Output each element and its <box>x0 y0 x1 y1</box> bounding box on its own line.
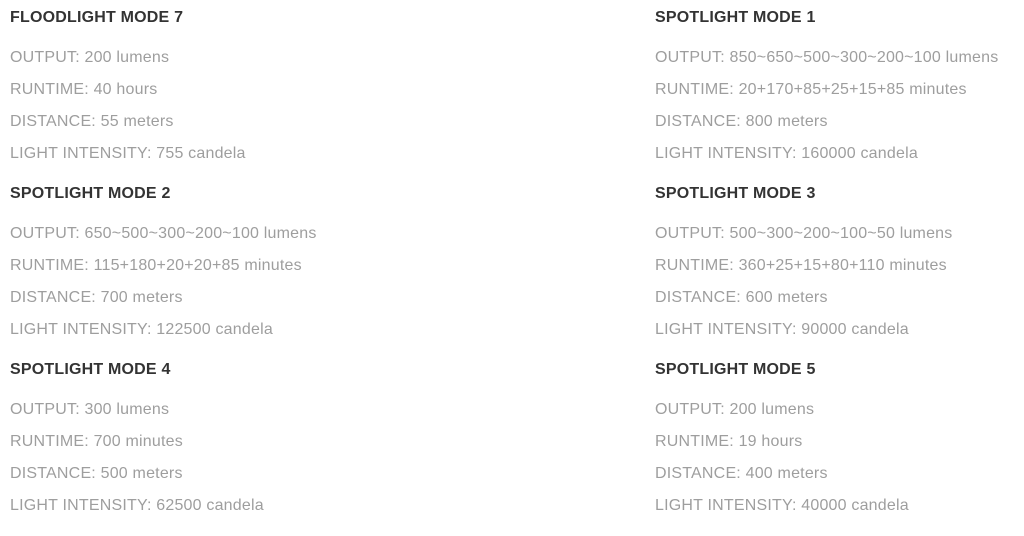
spec-section-floodlight-mode-7 <box>10 8 655 170</box>
spec-line-runtime: RUNTIME: 19 hours <box>655 433 803 450</box>
spec-line-light-intensity: LIGHT INTENSITY: 160000 candela <box>655 145 918 162</box>
spec-line-runtime: RUNTIME: 20+170+85+25+15+85 minutes <box>655 81 967 98</box>
spec-section-spotlight-mode-4 <box>10 360 655 522</box>
spec-line-light-intensity: LIGHT INTENSITY: 755 candela <box>10 145 246 162</box>
spec-section-title: SPOTLIGHT MODE 2 <box>10 185 171 202</box>
spec-section-title: SPOTLIGHT MODE 4 <box>10 361 171 378</box>
spec-line-distance: DISTANCE: 400 meters <box>655 465 828 482</box>
spec-line-output: OUTPUT: 500~300~200~100~50 lumens <box>655 225 953 242</box>
spec-line-light-intensity: LIGHT INTENSITY: 122500 candela <box>10 321 273 338</box>
spec-line-output: OUTPUT: 300 lumens <box>10 401 170 418</box>
spec-line-distance: DISTANCE: 700 meters <box>10 289 183 306</box>
spec-line-output: OUTPUT: 200 lumens <box>655 401 815 418</box>
spec-line-runtime: RUNTIME: 700 minutes <box>10 433 183 450</box>
specs-column-right <box>655 8 1024 536</box>
specs-column-left <box>10 8 655 536</box>
spec-line-distance: DISTANCE: 600 meters <box>655 289 828 306</box>
spec-section-title: SPOTLIGHT MODE 5 <box>655 361 816 378</box>
spec-section-spotlight-mode-5 <box>655 360 1024 522</box>
spec-section-title: SPOTLIGHT MODE 3 <box>655 185 816 202</box>
spec-section-spotlight-mode-3 <box>655 184 1024 346</box>
spec-line-runtime: RUNTIME: 40 hours <box>10 81 158 98</box>
spec-line-output: OUTPUT: 850~650~500~300~200~100 lumens <box>655 49 999 66</box>
spec-line-runtime: RUNTIME: 360+25+15+80+110 minutes <box>655 257 947 274</box>
spec-line-output: OUTPUT: 200 lumens <box>10 49 170 66</box>
spec-line-light-intensity: LIGHT INTENSITY: 90000 candela <box>655 321 909 338</box>
spec-line-output: OUTPUT: 650~500~300~200~100 lumens <box>10 225 317 242</box>
spec-section-title: SPOTLIGHT MODE 1 <box>655 9 816 26</box>
spec-line-runtime: RUNTIME: 115+180+20+20+85 minutes <box>10 257 302 274</box>
spec-section-spotlight-mode-1 <box>655 8 1024 170</box>
spec-line-distance: DISTANCE: 55 meters <box>10 113 174 130</box>
spec-line-distance: DISTANCE: 500 meters <box>10 465 183 482</box>
spec-line-distance: DISTANCE: 800 meters <box>655 113 828 130</box>
spec-line-light-intensity: LIGHT INTENSITY: 62500 candela <box>10 497 264 514</box>
spec-line-light-intensity: LIGHT INTENSITY: 40000 candela <box>655 497 909 514</box>
spec-section-title: FLOODLIGHT MODE 7 <box>10 9 184 26</box>
spec-section-spotlight-mode-2 <box>10 184 655 346</box>
